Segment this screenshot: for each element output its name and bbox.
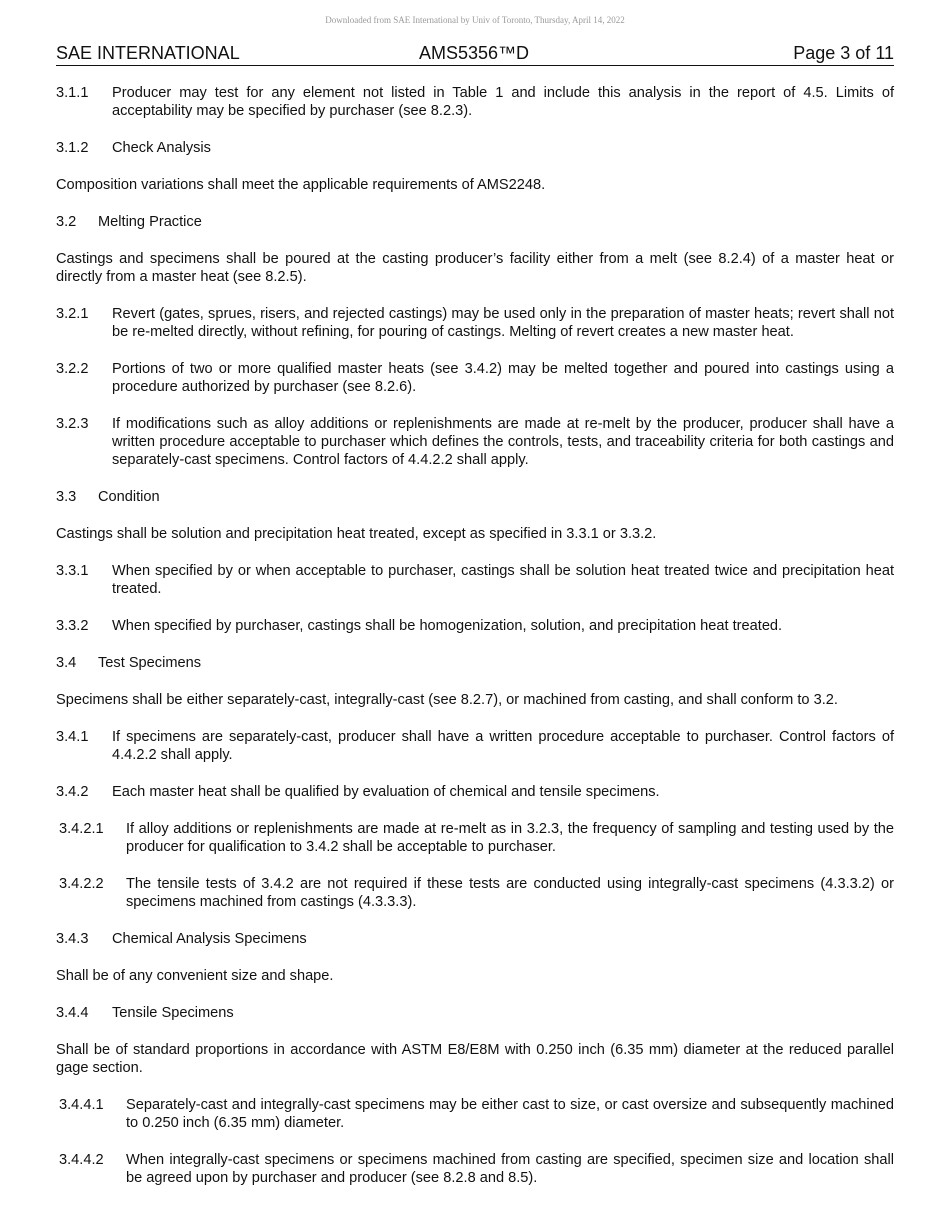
section-3-4-1 (56, 728, 894, 764)
paragraph: Specimens shall be either separately-cast, integrally-cast (see 8.2.7), or machined from casting, and shall conform to 3.2. (56, 692, 838, 708)
section-number: 3.1.2 (56, 140, 89, 156)
section-text: When specified by purchaser, castings shall be homogenization, solution, and precipitation heat treated. (112, 618, 783, 634)
section-3-4-3-heading (56, 930, 894, 948)
org-name: SAE INTERNATIONAL (56, 43, 240, 63)
section-text: If alloy additions or replenishments are made at re-melt as in 3.2.3, the frequency of sampling and testing used by the producer for qualification to 3.4.2 shall be acceptable to purchaser. (126, 821, 894, 855)
section-text: Separately-cast and integrally-cast specimens may be either cast to size, or cast oversize and subsequently machined to 0.250 inch (6.35 mm) diameter. (126, 1097, 894, 1131)
section-number: 3.4.4.1 (59, 1097, 104, 1113)
section-text: When specified by or when acceptable to purchaser, castings shall be solution heat treated twice and precipitation heat treated. (112, 563, 894, 597)
section-3-1-1 (56, 84, 894, 120)
page-number: Page 3 of 11 (793, 43, 894, 63)
section-number: 3.2.2 (56, 361, 89, 377)
paragraph: Shall be of any convenient size and shape. (56, 968, 334, 984)
section-number: 3.4 (56, 655, 77, 671)
section-text: If specimens are separately-cast, producer shall have a written procedure acceptable to purchaser. Control factors of 4.4.2.2 shall apply. (112, 729, 894, 763)
section-text: Each master heat shall be qualified by evaluation of chemical and tensile specimens. (112, 784, 660, 800)
section-text: Producer may test for any element not listed in Table 1 and include this analysis in the report of 4.5. Limits of acceptability may be specified by purchaser (see 8.2.3). (112, 85, 894, 119)
section-text: When integrally-cast specimens or specimens machined from casting are specified, specimen size and location shall be agreed upon by purchaser and producer (see 8.2.8 and 8.5). (126, 1152, 894, 1186)
section-3-2-3 (56, 415, 894, 469)
section-text: Revert (gates, sprues, risers, and rejected castings) may be used only in the preparation of master heats; revert shall not be re-melted directly, without refining, for pouring of castings. Melting of revert creates a new master heat. (112, 306, 894, 340)
section-number: 3.3.1 (56, 563, 89, 579)
section-number: 3.1.1 (56, 85, 89, 101)
section-text: The tensile tests of 3.4.2 are not required if these tests are conducted using integrally-cast specimens (4.3.3.2) or specimens machined from castings (4.3.3.3). (126, 876, 894, 910)
paragraph: Castings and specimens shall be poured at the casting producer’s facility either from a melt (see 8.2.4) of a master heat or directly from a master heat (see 8.2.5). (56, 251, 894, 285)
section-3-3-heading (56, 488, 894, 506)
section-3-4-2 (56, 783, 894, 801)
section-number: 3.3 (56, 489, 77, 505)
section-number: 3.2.1 (56, 306, 89, 322)
section-3-1-2-heading (56, 139, 894, 157)
section-3-4-4-heading (56, 1004, 894, 1022)
section-3-4-4-1 (56, 1096, 894, 1132)
section-text: Portions of two or more qualified master heats (see 3.4.2) may be melted together and poured into castings using a procedure authorized by purchaser (see 8.2.6). (112, 361, 894, 395)
section-number: 3.4.2 (56, 784, 89, 800)
document-body (56, 84, 894, 1187)
section-heading: Check Analysis (112, 140, 211, 156)
section-number: 3.4.4.2 (59, 1152, 104, 1168)
section-text: If modifications such as alloy additions or replenishments are made at re-melt by the producer, producer shall have a written procedure acceptable to purchaser which defines the controls, tests, and traceability criteria for both castings and separately-cast specimens. Control factors of 4.4.2.2 shall apply. (112, 416, 894, 468)
section-heading: Chemical Analysis Specimens (112, 931, 307, 947)
section-3-2-2 (56, 360, 894, 396)
paragraph: Castings shall be solution and precipitation heat treated, except as specified in 3.3.1 or 3.3.2. (56, 526, 657, 542)
section-number: 3.2 (56, 214, 77, 230)
page-header (56, 43, 894, 66)
section-heading: Test Specimens (98, 655, 202, 671)
section-number: 3.4.4 (56, 1005, 89, 1021)
section-number: 3.3.2 (56, 618, 89, 634)
section-3-4-heading (56, 654, 894, 672)
document-id: AMS5356™D (419, 43, 530, 63)
section-number: 3.4.2.2 (59, 876, 104, 892)
section-3-4-2-2 (56, 875, 894, 911)
section-3-3-1 (56, 562, 894, 598)
paragraph: Shall be of standard proportions in accordance with ASTM E8/E8M with 0.250 inch (6.35 mm) diameter at the reduced parallel gage section. (56, 1042, 894, 1076)
section-heading: Melting Practice (98, 214, 202, 230)
section-number: 3.4.3 (56, 931, 89, 947)
section-number: 3.4.1 (56, 729, 89, 745)
section-3-3-2 (56, 617, 894, 635)
section-heading: Tensile Specimens (112, 1005, 234, 1021)
section-heading: Condition (98, 489, 160, 505)
section-3-2-heading (56, 213, 894, 231)
section-3-2-1 (56, 305, 894, 341)
section-number: 3.4.2.1 (59, 821, 104, 837)
download-watermark: Downloaded from SAE International by Univ of Toronto, Thursday, April 14, 2022 (325, 15, 625, 25)
section-number: 3.2.3 (56, 416, 89, 432)
paragraph: Composition variations shall meet the applicable requirements of AMS2248. (56, 177, 546, 193)
section-3-4-4-2 (56, 1151, 894, 1187)
section-3-4-2-1 (56, 820, 894, 856)
